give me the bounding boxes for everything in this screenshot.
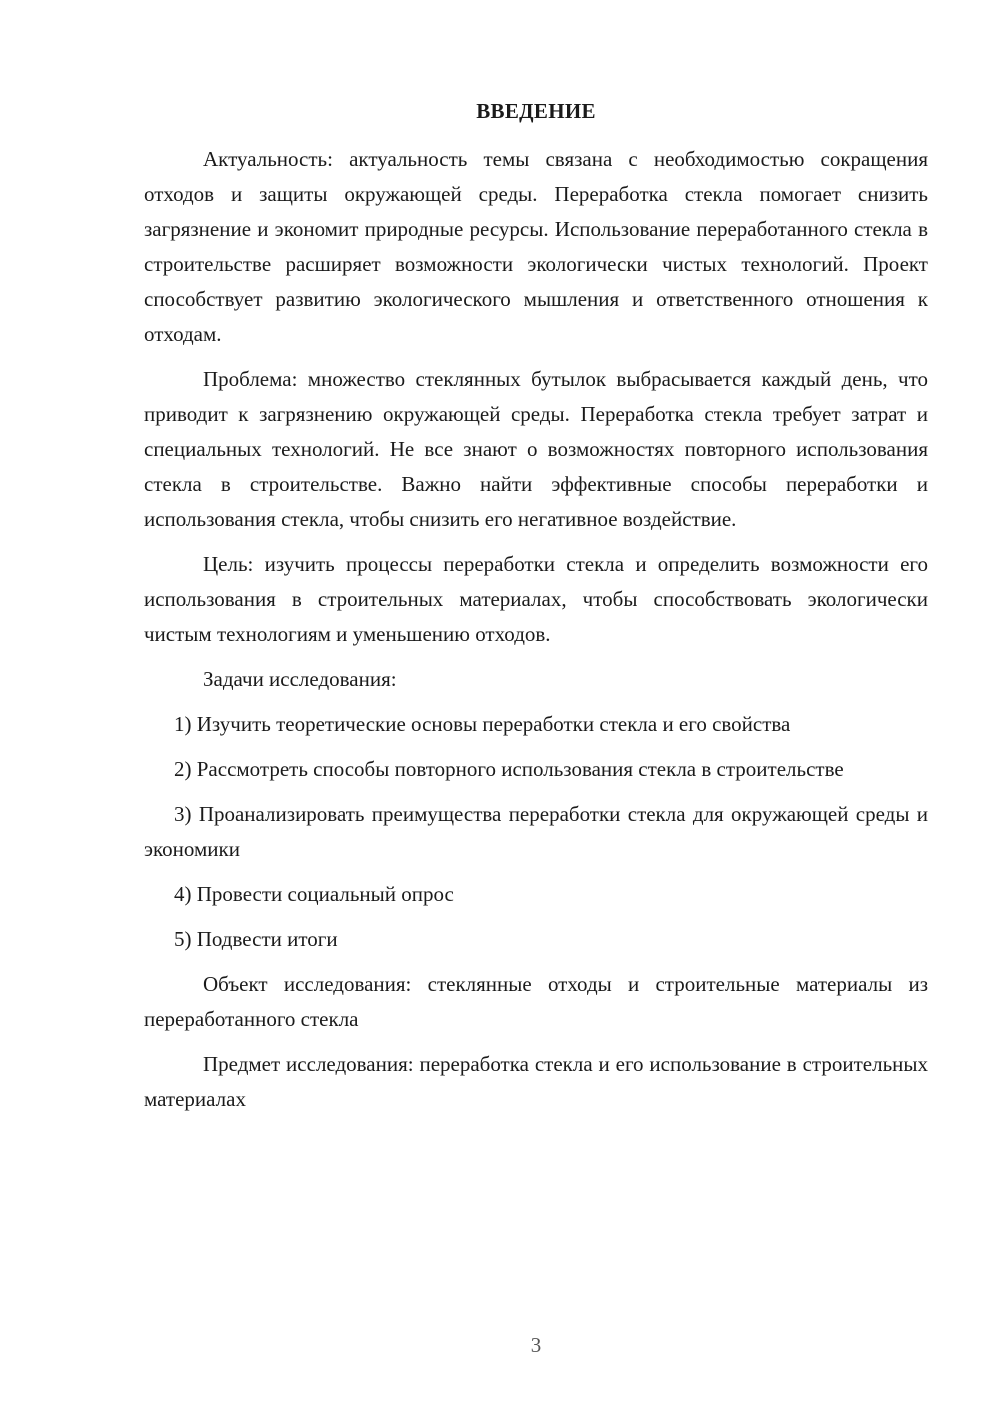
paragraph-problem: Проблема: множество стеклянных бутылок выбрасывается каждый день, что приводит к загрязнению окружающей среды. Переработка стекла требует затрат и специальных технологий. Не все знают о возможностях повторного использования стекла в строительстве. Важно найти эффективные способы переработки и использования стекла, чтобы снизить его негативное воздействие.: [144, 367, 928, 531]
paragraph-subject: Предмет исследования: переработка стекла и его использование в строительных материалах: [144, 1052, 928, 1111]
page-number: 3: [530, 1333, 542, 1357]
paragraph-tasks-heading: Задачи исследования:: [203, 667, 397, 691]
task-item-2: 2) Рассмотреть способы повторного использования стекла в строительстве: [174, 757, 844, 781]
paragraph-object: Объект исследования: стеклянные отходы и строительные материалы из переработанного стекла: [144, 972, 928, 1031]
task-item-5: 5) Подвести итоги: [174, 927, 338, 951]
document-page: [144, 94, 928, 1127]
task-item-3: 3) Проанализировать преимущества переработки стекла для окружающей среды и экономики: [144, 802, 928, 861]
paragraph-goal: Цель: изучить процессы переработки стекла и определить возможности его использования в строительных материалах, чтобы способствовать экологически чистым технологиям и уменьшению отходов.: [144, 552, 928, 646]
section-title: ВВЕДЕНИЕ: [476, 99, 596, 123]
task-item-4: 4) Провести социальный опрос: [174, 882, 454, 906]
task-item-1: 1) Изучить теоретические основы переработки стекла и его свойства: [174, 712, 791, 736]
paragraph-relevance: Актуальность: актуальность темы связана с необходимостью сокращения отходов и защиты окружающей среды. Переработка стекла помогает снизить загрязнение и экономит природные ресурсы. Использование переработанного стекла в строительстве расширяет возможности экологически чистых технологий. Проект способствует развитию экологического мышления и ответственного отношения к отходам.: [144, 147, 928, 346]
